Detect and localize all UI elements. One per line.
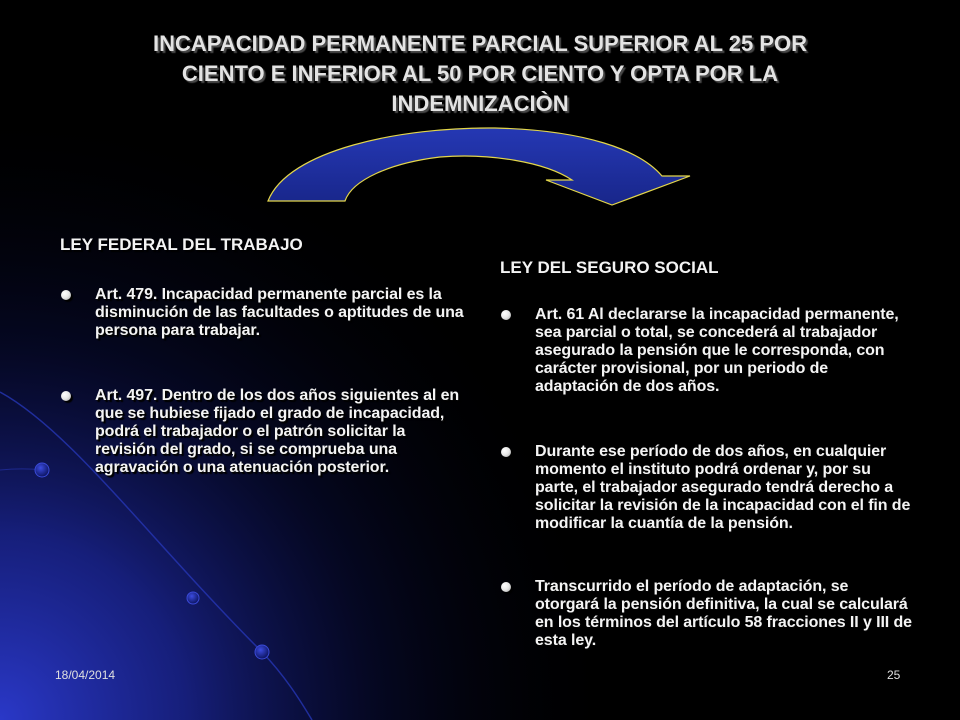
list-item [95,286,467,340]
list-item-text: Durante ese período de dos años, en cualquier momento el instituto podrá ordenar y, por su parte, el trabajador asegurado tendrá derecho a solicitar la revisión de la incapacidad con el fin de modificar la cuantía de la pensión. [535,443,911,532]
footer-page-number: 25 [887,668,901,682]
right-column-heading: LEY DEL SEGURO SOCIAL [500,258,719,277]
list-item [95,387,467,477]
bullet-icon [501,447,511,457]
bullet-icon [501,582,511,592]
bullet-icon [501,310,511,320]
list-item-text: Art. 479. Incapacidad permanente parcial es la disminución de las facultades o aptitudes de una persona para trabajar. [95,286,464,339]
list-item [535,306,913,396]
list-item-text: Art. 61 Al declararse la incapacidad permanente, sea parcial o total, se concederá al trabajador asegurado la pensión que le corresponda, con carácter provisional, por un periodo de adaptación de dos años. [535,306,899,395]
list-item [535,578,913,650]
list-item-text: Transcurrido el período de adaptación, se otorgará la pensión definitiva, la cual se calculará en los términos del artículo 58 fracciones II y III de esta ley. [535,578,912,649]
bullet-icon [61,391,71,401]
bullet-icon [61,290,71,300]
title-line: INCAPACIDAD PERMANENTE PARCIAL SUPERIOR AL 25 POR [153,31,807,56]
left-column-heading: LEY FEDERAL DEL TRABAJO [60,235,303,254]
list-item [535,443,913,533]
footer-date: 18/04/2014 [55,668,116,682]
list-item-text: Art. 497. Dentro de los dos años siguientes al en que se hubiese fijado el grado de incapacidad, podrá el trabajador o el patrón solicitar la revisión del grado, si se comprueba una agravación o una atenuación posterior. [95,387,460,476]
title-line: INDEMNIZACIÒN [391,91,569,116]
title-line: CIENTO E INFERIOR AL 50 POR CIENTO Y OPTA POR LA [181,61,779,86]
